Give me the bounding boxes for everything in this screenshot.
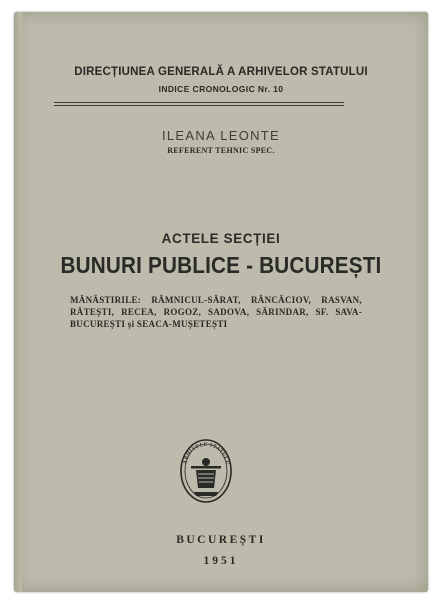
subtitle-monasteries: MĂNĂSTIRILE: RÂMNICUL-SĂRAT, RÂNCĂCIOV, RASVAN, RĂTEȘTI, RECEA, ROGOZ, SADOVA, SĂRINDAR, SF. SAVA-BUCUREȘTI și SEACA-MUȘETEȘTI [70, 295, 362, 329]
section-label: ACTELE SECȚIEI [161, 231, 281, 246]
institution-heading: DIRECȚIUNEA GENERALĂ A ARHIVELOR STATULUI [74, 66, 368, 78]
archive-seal-icon [178, 436, 234, 506]
publication-place: BUCUREȘTI [176, 534, 266, 546]
author-name: ILEANA LEONTE [161, 128, 281, 143]
seal-lettering: ARHIVELE STATULU [182, 441, 231, 466]
header-rule-bottom [54, 105, 344, 106]
author-role: REFERENT TEHNIC SPEC. [167, 146, 275, 155]
main-title: BUNURI PUBLICE - BUCUREȘTI [60, 252, 382, 278]
header-rule-top [54, 102, 344, 103]
publication-year: 1951 [203, 555, 239, 567]
book-spine [14, 12, 22, 592]
series-heading: INDICE CRONOLOGIC Nr. 10 [158, 84, 284, 94]
book-cover [14, 12, 428, 592]
